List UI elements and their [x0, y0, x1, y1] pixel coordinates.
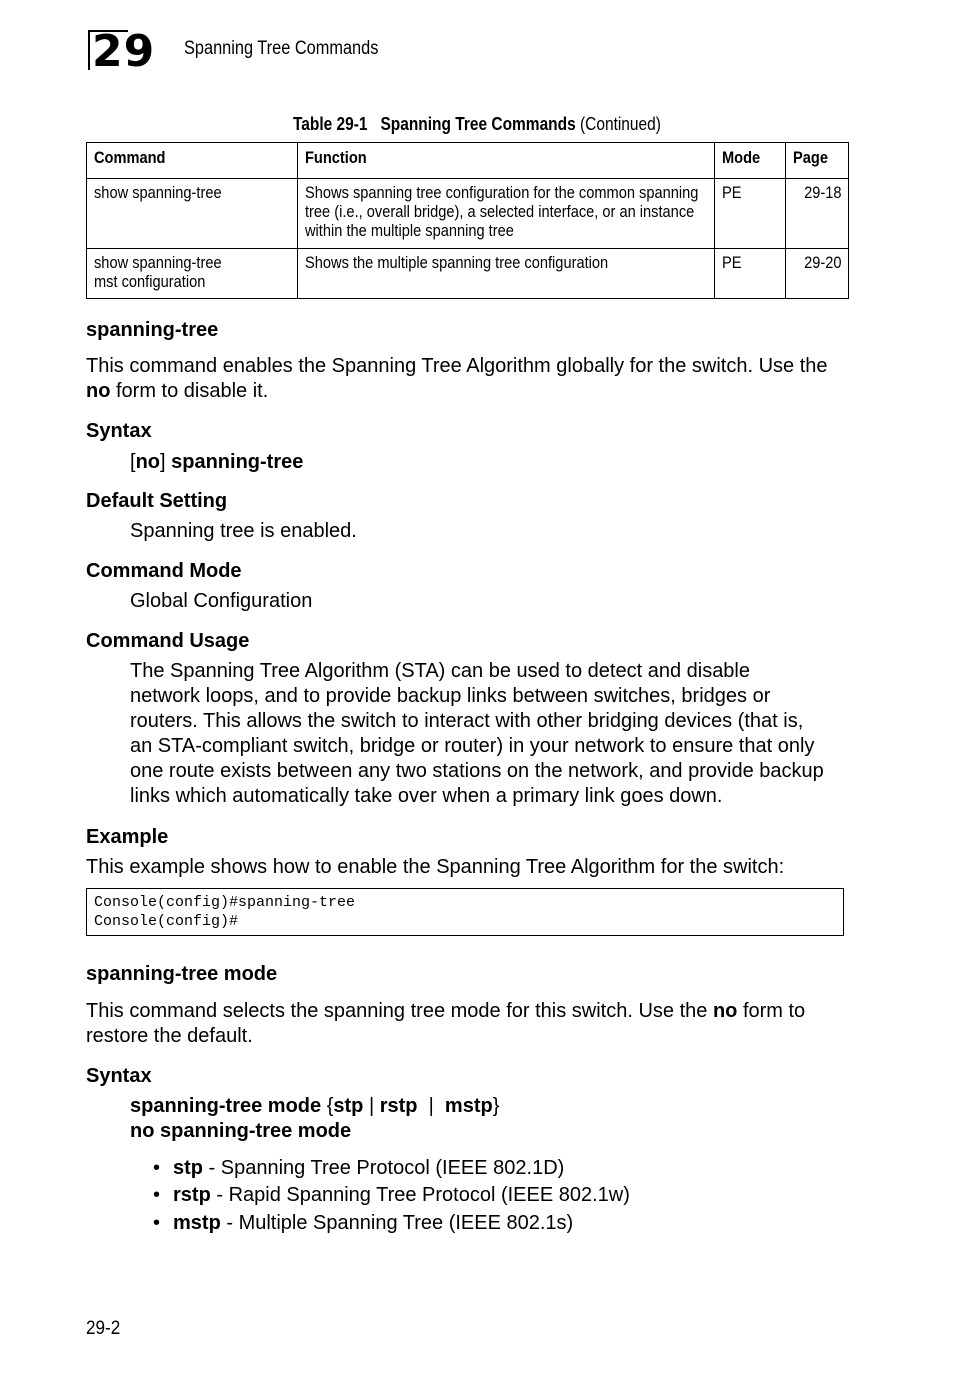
page-number: 29-2	[86, 1318, 121, 1339]
table-header-row	[87, 143, 849, 179]
syntax-heading-mode: Syntax	[86, 1065, 152, 1087]
usage-line: one route exists between any two stations on the network, and provide backup	[130, 760, 824, 782]
chapter-title: Spanning Tree Commands	[184, 38, 379, 59]
list-item: • stp - Spanning Tree Protocol (IEEE 802.1D)	[153, 1157, 565, 1179]
code-example	[86, 888, 844, 936]
description-text-end: form to disable it.	[110, 380, 269, 402]
syntax-line: [no] spanning-tree	[130, 451, 304, 473]
table-caption-suffix: (Continued)	[580, 114, 661, 134]
example-text: This example shows how to enable the Spanning Tree Algorithm for the switch:	[86, 856, 785, 878]
usage-heading: Command Usage	[86, 630, 250, 652]
description-keyword: no	[86, 380, 111, 402]
default-text: Spanning tree is enabled.	[130, 520, 357, 542]
syntax-line-mode: spanning-tree mode {stp | rstp | mstp}	[130, 1095, 500, 1117]
mode-command-description: This command selects the spanning tree mode for this switch. Use the no form to restore the default.	[86, 1000, 806, 1047]
command-title-mode: spanning-tree mode	[86, 963, 278, 985]
list-item: • mstp - Multiple Spanning Tree (IEEE 802.1s)	[153, 1212, 574, 1234]
usage-line: routers. This allows the switch to interact with other bridging devices (that is,	[130, 710, 804, 732]
usage-line: an STA-compliant switch, bridge or router) in your network to ensure that only	[130, 735, 815, 757]
syntax-line-no-mode: no spanning-tree mode	[130, 1120, 352, 1142]
cell-function: Shows spanning tree configuration for the common spanning tree (i.e., overall bridge), a selected interface, or an instance within the multiple spanning tree	[297, 179, 715, 249]
code-line: Console(config)#spanning-tree	[94, 894, 356, 911]
column-header-function: Function	[297, 143, 715, 179]
table-caption-label: Table 29-1	[293, 114, 368, 134]
command-title: spanning-tree	[86, 319, 219, 341]
usage-line: The Spanning Tree Algorithm (STA) can be used to detect and disable	[130, 660, 750, 682]
cell-mode: PE	[715, 179, 786, 249]
column-header-command: Command	[87, 143, 298, 179]
chapter-number: 29	[92, 26, 156, 77]
cell-page: 29-18	[786, 179, 849, 249]
syntax-command: spanning-tree	[171, 451, 304, 473]
column-header-mode: Mode	[715, 143, 786, 179]
list-item: • rstp - Rapid Spanning Tree Protocol (IEEE 802.1w)	[153, 1184, 630, 1206]
mode-heading: Command Mode	[86, 560, 242, 582]
usage-line: network loops, and to provide backup links between switches, bridges or	[130, 685, 771, 707]
chapter-bar-vertical	[88, 30, 90, 70]
description-text: This command enables the Spanning Tree Algorithm globally for the switch. Use the	[86, 355, 828, 377]
description-keyword: no	[712, 1000, 738, 1022]
cell-command: show spanning-tree	[87, 179, 298, 249]
usage-line: links which automatically take over when a primary link goes down.	[130, 785, 723, 807]
cell-page: 29-20	[786, 249, 849, 299]
commands-table	[86, 142, 849, 299]
syntax-heading: Syntax	[86, 420, 152, 442]
default-heading: Default Setting	[86, 490, 228, 512]
cell-mode: PE	[715, 249, 786, 299]
table-caption-title: Spanning Tree Commands	[380, 114, 576, 134]
cell-function: Shows the multiple spanning tree configuration	[297, 249, 715, 299]
cell-command: show spanning-tree mst configuration	[87, 249, 298, 299]
table-caption	[0, 114, 954, 135]
column-header-page: Page	[786, 143, 849, 179]
mode-text: Global Configuration	[130, 590, 313, 612]
chapter-number-badge	[88, 26, 168, 77]
table-row	[87, 249, 849, 299]
command-description	[86, 354, 866, 404]
syntax-no-keyword: no	[135, 451, 160, 473]
example-heading: Example	[86, 826, 169, 848]
table-row	[87, 179, 849, 249]
code-line: Console(config)#	[94, 913, 239, 930]
usage-text	[130, 659, 870, 809]
